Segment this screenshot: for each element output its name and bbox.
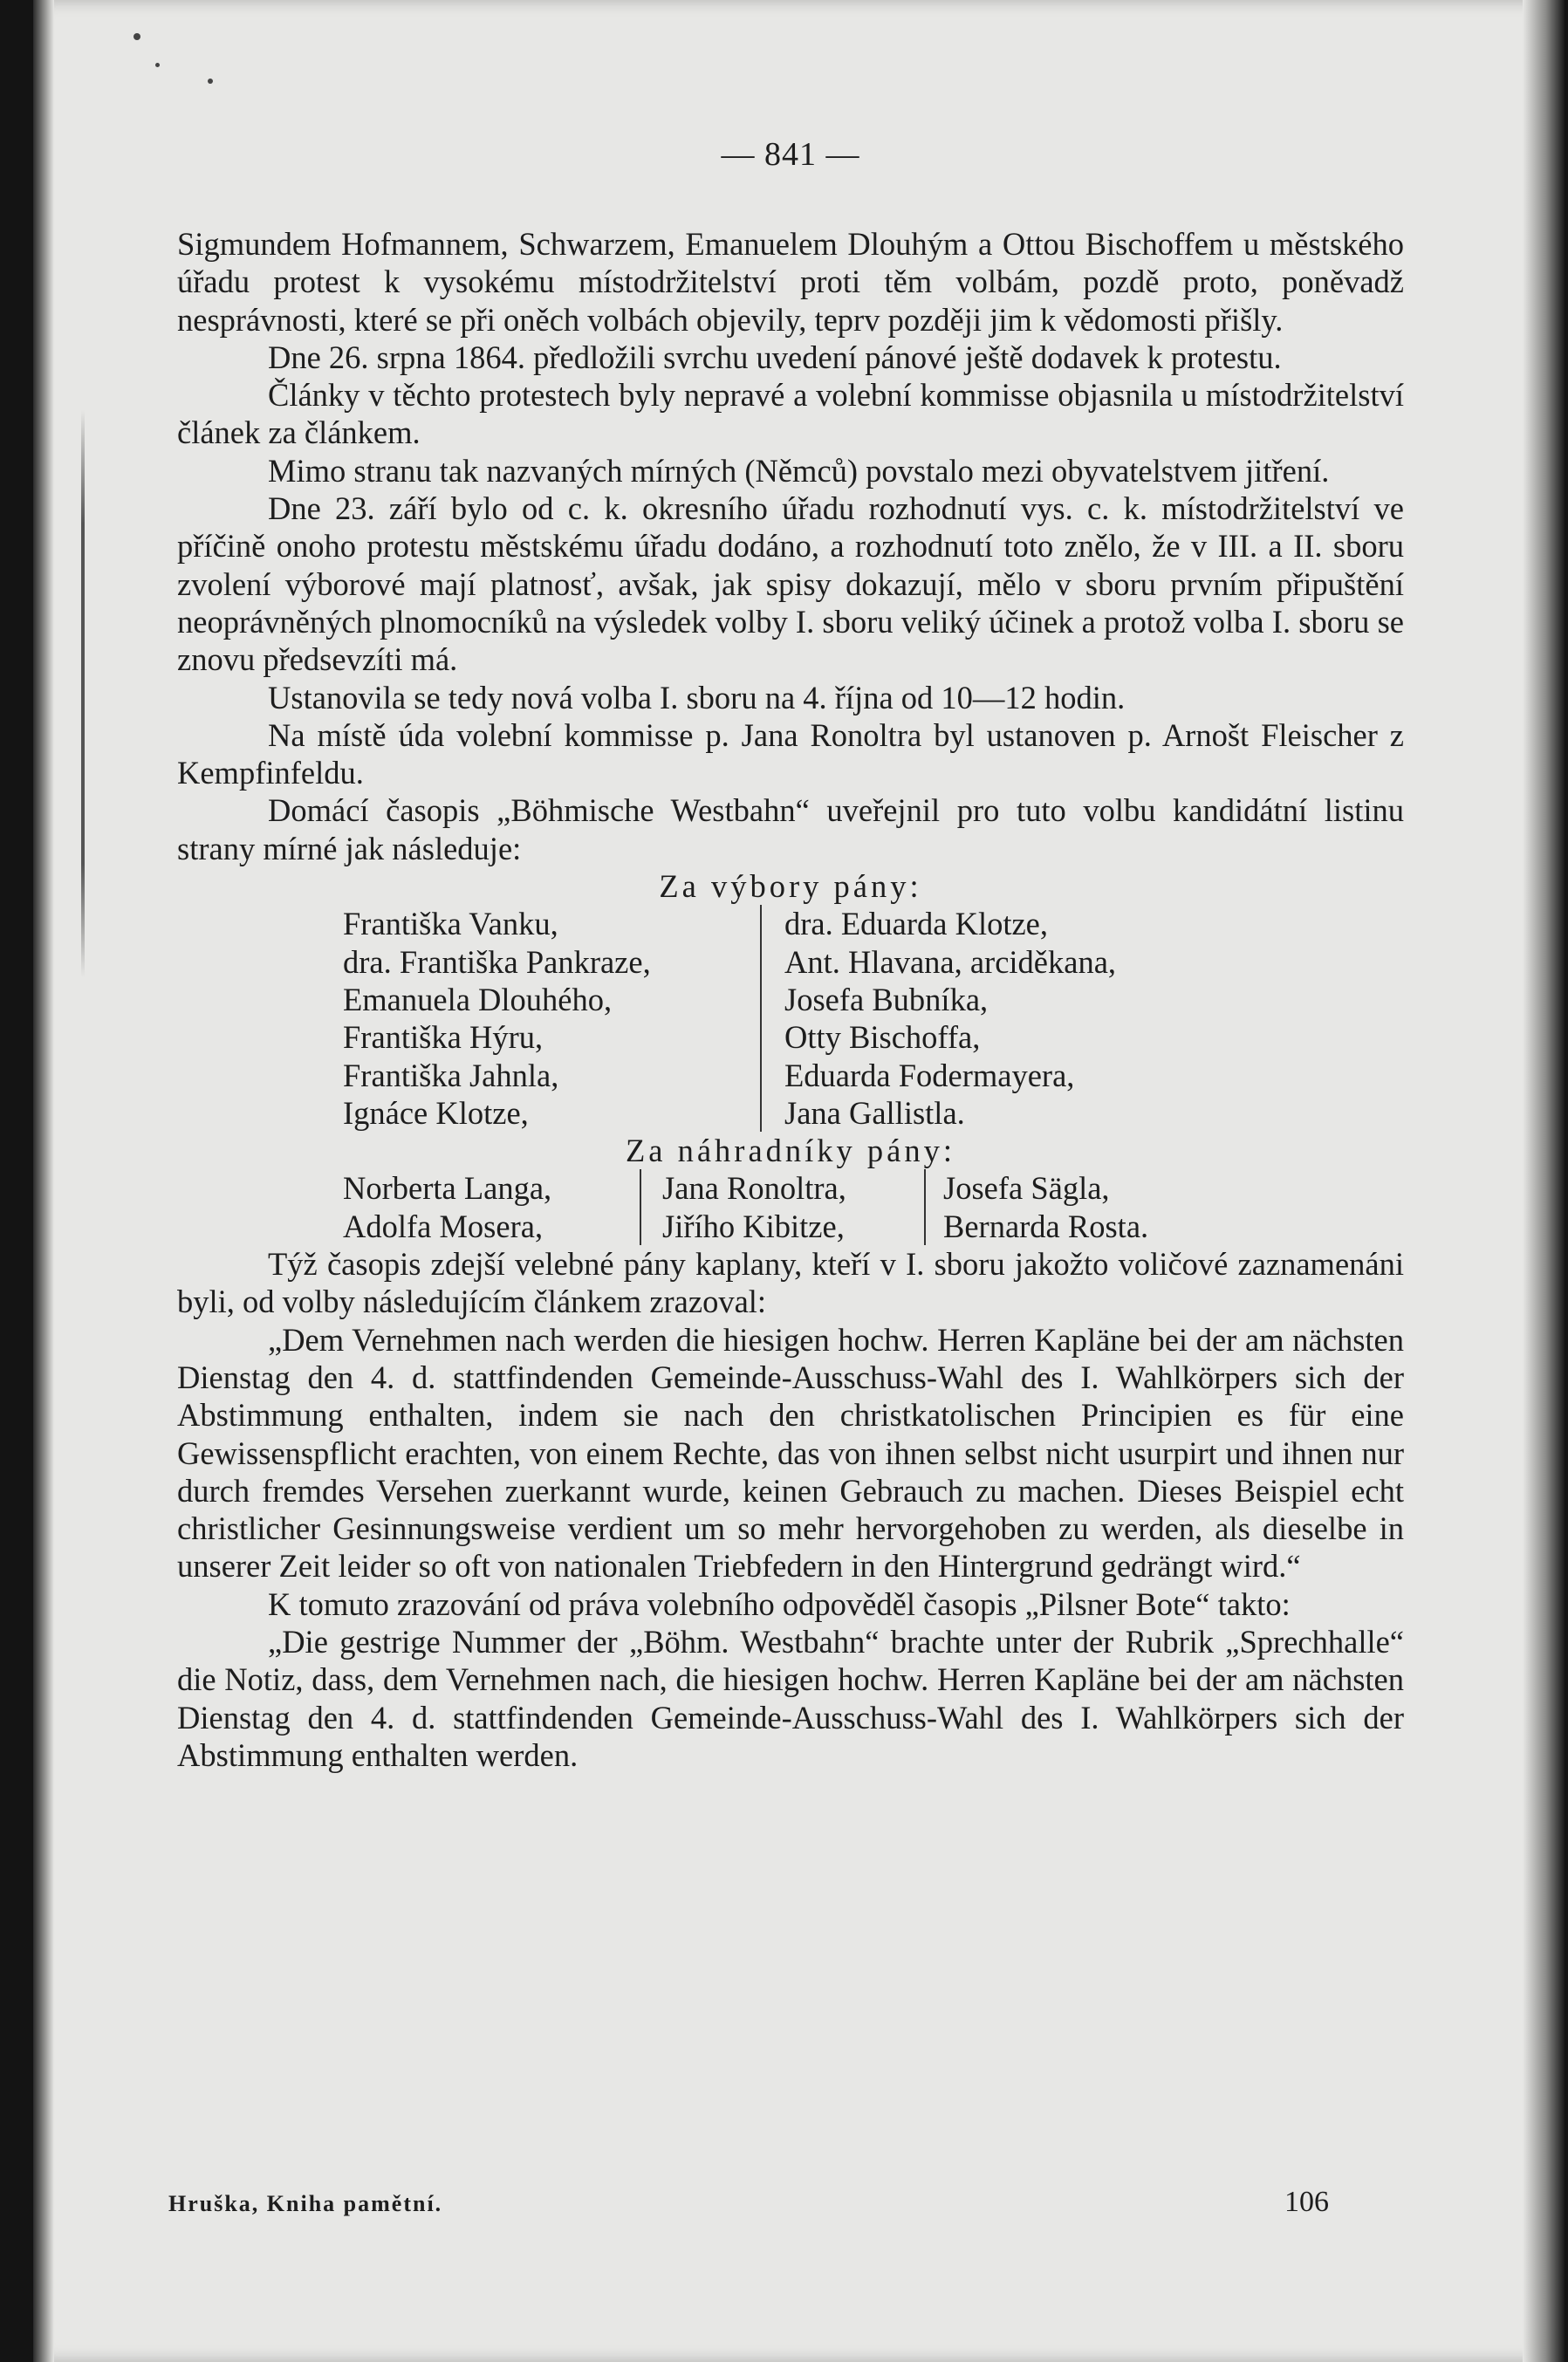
quoted-paragraph: „Die gestrige Nummer der „Böhm. Westbahn“ brachte unter der Rubrik „Sprechhalle“ die Notiz, dass, dem Vernehmen nach, die hiesigen hochw. Herren Kapläne bei der am nächsten Dienstag den 4. d. stattfindenden Gemeinde-Ausschuss-Wahl des I. Wahlkörpers sich der Abstimmung enthalten werden. <box>177 1623 1404 1773</box>
paragraph: Sigmundem Hofmannem, Schwarzem, Emanuelem Dlouhým a Ottou Bischoffem u městského úřadu protest k vysokému místodržitelství proti těm volbám, pozdě proto, poněvadž nesprávnosti, které se při oněch volbách objevily, teprv později jim k vědomosti přišly. <box>177 226 1404 338</box>
paragraph: Domácí časopis „Böhmische Westbahn“ uveřejnil pro tuto volbu kandidátní listinu strany mírné jak následuje: <box>177 792 1404 866</box>
paragraph: Na místě úda volební kommisse p. Jana Ronoltra byl ustanoven p. Arnošt Fleischer z Kempfinfeldu. <box>177 716 1404 791</box>
candidate-name: Norberta Langa, <box>343 1170 552 1207</box>
candidate-name: Bernarda Rosta. <box>943 1208 1149 1244</box>
candidate-name: Františka Jahnla, <box>343 1057 559 1093</box>
candidate-name: Josefa Bubníka, <box>784 981 989 1017</box>
scan-speck <box>134 33 140 40</box>
candidate-name: Jiřího Kibitze, <box>662 1208 845 1244</box>
scan-mark <box>81 410 85 977</box>
committee-heading: Za výbory pány: <box>659 868 922 905</box>
candidate-name: Jana Gallistla. <box>784 1094 965 1131</box>
paragraph: Dne 23. září bylo od c. k. okresního úřadu rozhodnutí vys. c. k. místodržitelství ve příčině onoho protestu městskému úřadu dodáno, a rozhodnutí toto znělo, že v III. a II. sboru zvolení výborové mají platnosť, avšak, jak spisy dokazují, mělo v sboru prvním připuštění neoprávněných plnomocníků na výsledek volby I. sboru veliký účinek a protož volba I. sboru se znovu předsevzíti má. <box>177 490 1404 678</box>
main-text <box>177 225 1404 1774</box>
candidate-name: Jana Ronoltra, <box>662 1170 846 1207</box>
scan-speck <box>155 63 160 67</box>
page-number: — 841 — <box>721 136 860 173</box>
candidate-name: Otty Bischoffa, <box>784 1019 981 1056</box>
committee-left-column <box>343 905 762 1132</box>
paragraph: Dne 26. srpna 1864. předložili svrchu uvedení pánové ještě dodavek k protestu. <box>268 339 1282 375</box>
substitutes-column-3 <box>926 1169 1148 1245</box>
committee-right-column <box>762 905 1116 1132</box>
substitutes-heading: Za náhradníky pány: <box>625 1133 956 1169</box>
candidate-name: Ignáce Klotze, <box>343 1094 529 1131</box>
candidate-name: Josefa Sägla, <box>943 1170 1110 1207</box>
substitutes-column-2 <box>641 1169 926 1245</box>
page-gutter-shadow <box>33 0 54 2362</box>
scan-speck <box>208 79 213 84</box>
candidate-name: Emanuela Dlouhého, <box>343 981 613 1017</box>
substitutes-column-1 <box>343 1169 641 1245</box>
candidate-name: Eduarda Fodermayera, <box>784 1057 1075 1093</box>
paragraph: Články v těchto protestech byly nepravé a volební kommisse objasnila u místodržitelství článek za článkem. <box>177 377 1404 451</box>
paragraph: Týž časopis zdejší velebné pány kaplany, kteří v I. sboru jakožto voličové zaznamenáni byli, od volby následujícím článkem zrazoval: <box>177 1246 1404 1320</box>
substitutes-list <box>343 1169 1404 1245</box>
committee-list <box>343 905 1404 1132</box>
sheet-number: 106 <box>1284 2186 1329 2218</box>
footer-signature: Hruška, Kniha pamětní. <box>168 2191 443 2216</box>
page-right-edge <box>1523 0 1565 2362</box>
candidate-name: dra. Eduarda Klotze, <box>784 906 1048 942</box>
candidate-name: Ant. Hlavana, arciděkana, <box>784 943 1117 980</box>
candidate-name: Adolfa Mosera, <box>343 1208 544 1244</box>
quoted-paragraph: „Dem Vernehmen nach werden die hiesigen hochw. Herren Kapläne bei der am nächsten Dienstag den 4. d. stattfindenden Gemeinde-Ausschuss-Wahl des I. Wahlkörpers sich der Abstimmung enthalten, indem sie nach den christkatolischen Principien es für eine Gewissenspflicht erachten, von einem Rechte, das von ihnen selbst nicht usurpirt und ihnen nur durch fremdes Versehen zuerkannt wurde, keinen Gebrauch zu machen. Dieses Beispiel echt christlicher Gesinnungsweise verdient um so mehr hervorgehoben zu werden, als dieselbe in unserer Zeit leider so oft von nationalen Triebfedern in den Hintergrund gedrängt wird.“ <box>177 1321 1404 1585</box>
paragraph: Ustanovila se tedy nová volba I. sboru na 4. října od 10—12 hodin. <box>268 679 1126 715</box>
candidate-name: Františka Hýru, <box>343 1019 544 1056</box>
paragraph: K tomuto zrazování od práva volebního odpověděl časopis „Pilsner Bote“ takto: <box>268 1585 1291 1622</box>
candidate-name: dra. Františka Pankraze, <box>343 943 651 980</box>
book-page <box>33 0 1565 2362</box>
paragraph: Mimo stranu tak nazvaných mírných (Němců) povstalo mezi obyvatelstvem jitření. <box>268 452 1330 489</box>
candidate-name: Františka Vanku, <box>343 906 558 942</box>
